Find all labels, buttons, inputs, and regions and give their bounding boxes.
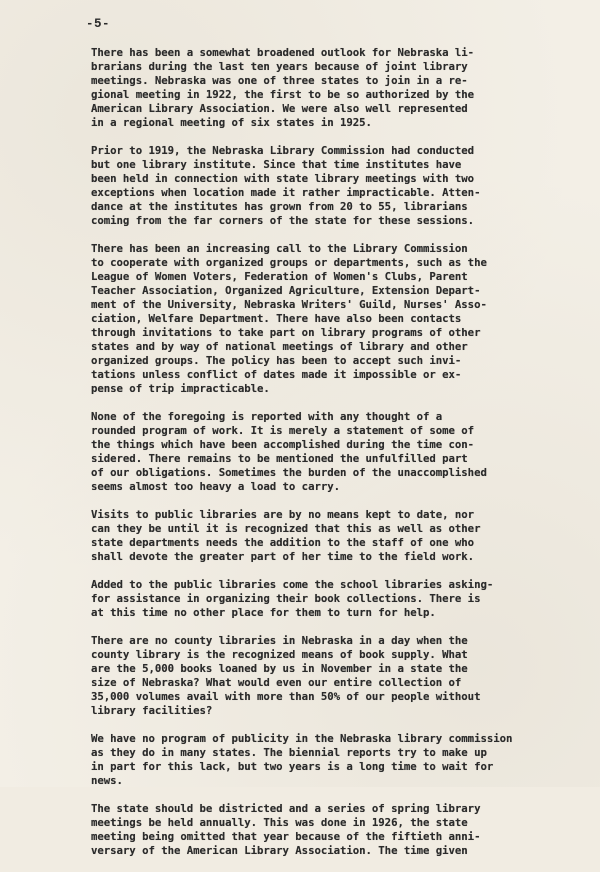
text-line: of our obligations. Sometimes the burden of the unaccomplished <box>91 466 487 479</box>
text-line: organized groups. The policy has been to accept such invi- <box>91 354 462 367</box>
text-line: ment of the University, Nebraska Writers' Guild, Nurses' Asso- <box>91 298 487 311</box>
text-line: for assistance in organizing their book collections. There is <box>91 592 481 605</box>
text-line: pense of trip impracticable. <box>91 382 270 395</box>
text-line: There has been an increasing call to the Library Commission <box>91 242 468 255</box>
text-line: tations unless conflict of dates made it impossible or ex- <box>91 368 462 381</box>
text-line: are the 5,000 books loaned by us in November in a state the <box>91 662 468 675</box>
text-line: can they be until it is recognized that this as well as other <box>91 522 481 535</box>
text-line: League of Women Voters, Federation of Women's Clubs, Parent <box>91 270 468 283</box>
text-line: Added to the public libraries come the school libraries asking- <box>91 578 494 591</box>
text-line: meetings. Nebraska was one of three states to join in a re- <box>91 74 468 87</box>
text-line: 35,000 volumes avail with more than 50% of our people without <box>91 690 481 703</box>
text-line: through invitations to take part on library programs of other <box>91 326 481 339</box>
text-line: states and by way of national meetings of library and other <box>91 340 468 353</box>
paragraph <box>91 802 561 858</box>
text-line: meetings be held annually. This was done in 1926, the state <box>91 816 468 829</box>
text-line: versary of the American Library Association. The time given <box>91 844 468 857</box>
text-line: meeting being omitted that year because of the fiftieth anni- <box>91 830 481 843</box>
text-line: Visits to public libraries are by no means kept to date, nor <box>91 508 475 521</box>
paragraph <box>91 410 561 494</box>
text-line: as they do in many states. The biennial reports try to make up <box>91 746 487 759</box>
paragraph <box>91 144 561 228</box>
paragraph <box>91 634 561 718</box>
text-line: shall devote the greater part of her time to the field work. <box>91 550 475 563</box>
text-line: The state should be districted and a series of spring library <box>91 802 481 815</box>
paragraph <box>91 242 561 396</box>
text-line: state departments needs the addition to the staff of one who <box>91 536 475 549</box>
text-line: seems almost too heavy a load to carry. <box>91 480 340 493</box>
text-line: gional meeting in 1922, the first to be so authorized by the <box>91 88 475 101</box>
text-line: exceptions when location made it rather impracticable. Atten- <box>91 186 481 199</box>
text-line: the things which have been accomplished during the time con- <box>91 438 475 451</box>
text-line: rounded program of work. It is merely a statement of some of <box>91 424 475 437</box>
text-line: in part for this lack, but two years is a long time to wait for <box>91 760 494 773</box>
text-line: Teacher Association, Organized Agriculture, Extension Depart- <box>91 284 481 297</box>
document-body <box>91 46 561 872</box>
text-line: been held in connection with state library meetings with two <box>91 172 475 185</box>
text-line: There has been a somewhat broadened outlook for Nebraska li- <box>91 46 475 59</box>
paragraph <box>91 732 561 788</box>
text-line: ciation, Welfare Department. There have also been contacts <box>91 312 462 325</box>
text-line: size of Nebraska? What would even our entire collection of <box>91 676 462 689</box>
text-line: library facilities? <box>91 704 213 717</box>
page-number: -5- <box>86 17 111 31</box>
text-line: None of the foregoing is reported with any thought of a <box>91 410 443 423</box>
text-line: to cooperate with organized groups or departments, such as the <box>91 256 487 269</box>
text-line: We have no program of publicity in the Nebraska library commission <box>91 732 513 745</box>
text-line: coming from the far corners of the state for these sessions. <box>91 214 475 227</box>
text-line: sidered. There remains to be mentioned the unfulfilled part <box>91 452 468 465</box>
text-line: at this time no other place for them to turn for help. <box>91 606 436 619</box>
paragraph <box>91 46 561 130</box>
text-line: dance at the institutes has grown from 20 to 55, librarians <box>91 200 468 213</box>
paragraph <box>91 508 561 564</box>
text-line: county library is the recognized means of book supply. What <box>91 648 468 661</box>
text-line: in a regional meeting of six states in 1925. <box>91 116 372 129</box>
text-line: There are no county libraries in Nebraska in a day when the <box>91 634 468 647</box>
text-line: news. <box>91 774 123 787</box>
paragraph <box>91 578 561 620</box>
text-line: but one library institute. Since that time institutes have <box>91 158 462 171</box>
text-line: Prior to 1919, the Nebraska Library Commission had conducted <box>91 144 475 157</box>
text-line: brarians during the last ten years because of joint library <box>91 60 468 73</box>
text-line: American Library Association. We were also well represented <box>91 102 468 115</box>
